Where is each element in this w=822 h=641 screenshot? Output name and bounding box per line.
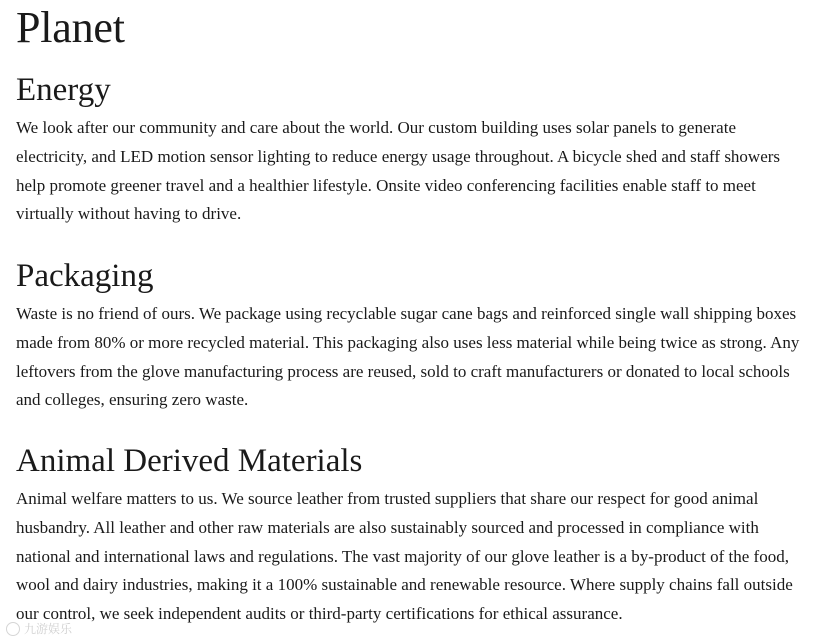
section-energy xyxy=(16,70,812,229)
section-body-energy: We look after our community and care about the world. Our custom building uses solar panels to generate electricity, and LED motion sensor lighting to reduce energy usage throughout. A bicycle shed and staff showers help promote greener travel and a healthier lifestyle. Onsite video conferencing facilities enable staff to meet virtually without having to drive. xyxy=(16,118,781,224)
watermark xyxy=(6,620,72,637)
watermark-logo-icon xyxy=(6,622,20,636)
section-packaging xyxy=(16,256,812,415)
section-heading-energy: Energy xyxy=(16,72,111,108)
section-heading-animal-derived-materials: Animal Derived Materials xyxy=(16,443,363,479)
page-title: Planet xyxy=(16,3,125,52)
section-animal-derived-materials xyxy=(16,441,812,629)
watermark-text: 九游娱乐 xyxy=(24,622,73,636)
section-heading-packaging: Packaging xyxy=(16,258,154,294)
section-body-animal-derived-materials: Animal welfare matters to us. We source leather from trusted suppliers that share our respect for good animal husbandry. All leather and other raw materials are also sustainably sourced and processed in compliance with national and international laws and regulations. The vast majority of our glove leather is a by-product of the food, wool and dairy industries, making it a 100% sustainable and renewable resource. Where supply chains fall outside our control, we seek independent audits or third-party certifications for ethical assurance. xyxy=(16,489,793,624)
section-body-packaging: Waste is no friend of ours. We package using recyclable sugar cane bags and reinforced single wall shipping boxes made from 80% or more recycled material. This packaging also uses less material while being twice as strong. Any leftovers from the glove manufacturing process are reused, sold to craft manufacturers or donated to local schools and colleges, ensuring zero waste. xyxy=(16,304,800,410)
